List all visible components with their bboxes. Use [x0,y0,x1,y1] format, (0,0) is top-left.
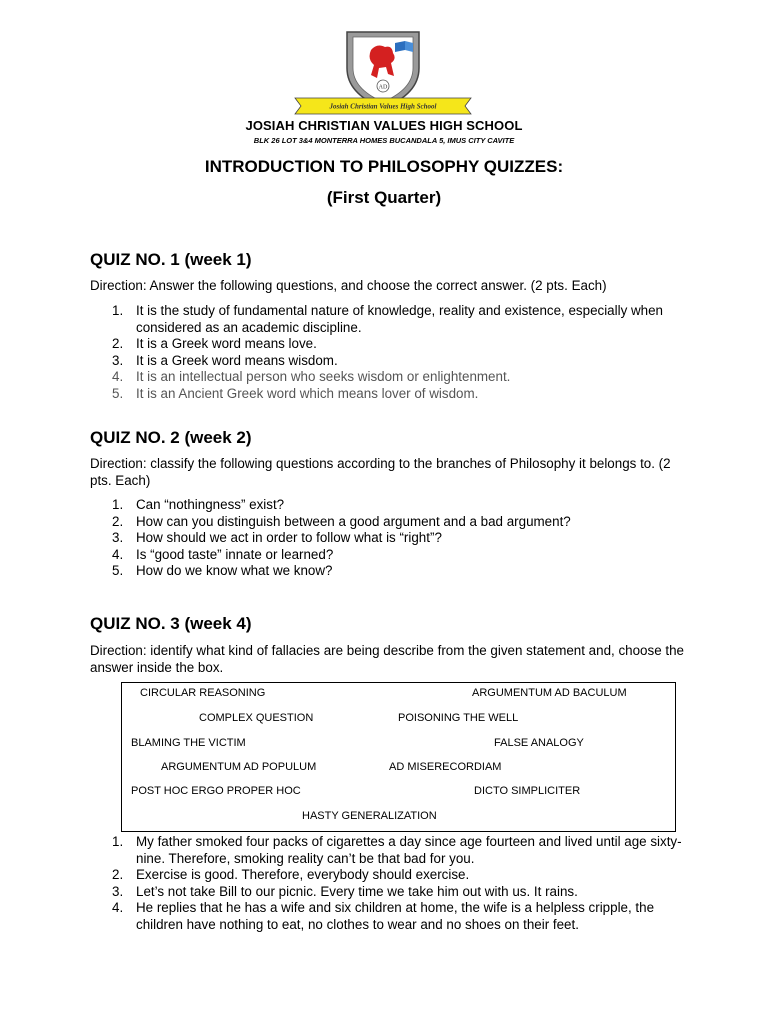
answer-option: BLAMING THE VICTIM [131,737,246,749]
answer-option: POST HOC ERGO PROPER HOC [131,785,301,797]
item-text: How should we act in order to follow what is “right”? [136,530,442,545]
item-number: 2. [112,867,124,882]
item-number: 4. [112,369,124,384]
item-text: My father smoked four packs of cigarettes a day since age fourteen and lived until age sixty-nine. Therefore, smoking reality can’t be that bad for you. [136,834,682,866]
item-text: It is an Ancient Greek word which means lover of wisdom. [136,385,479,401]
quiz-2-heading: QUIZ NO. 2 (week 2) [90,428,252,447]
item-number: 5. [112,385,124,401]
answer-option: ARGUMENTUM AD POPULUM [161,761,317,773]
item-text: Can “nothingness” exist? [136,497,285,512]
list-item [90,884,690,901]
item-text: It is the study of fundamental nature of knowledge, reality and existence, especially when considered as an academic discipline. [136,303,664,335]
list-item [90,563,690,580]
item-number: 3. [112,530,124,545]
logo-seal-text: AD [378,84,388,91]
item-text: Is “good taste” innate or learned? [136,546,334,562]
item-number: 4. [112,546,124,562]
answer-option: CIRCULAR REASONING [140,687,266,699]
item-number: 1. [112,834,124,849]
quiz-1-heading: QUIZ NO. 1 (week 1) [90,250,252,269]
list-item [90,547,690,564]
item-number: 1. [112,303,124,318]
item-number: 3. [112,883,124,899]
answer-option: FALSE ANALOGY [494,737,584,749]
quiz-1-direction: Direction: Answer the following questions, and choose the correct answer. (2 pts. Each) [90,278,607,293]
quiz-2-question-list [90,497,690,580]
item-number: 5. [112,563,124,578]
list-item [90,336,690,353]
school-logo [293,28,473,118]
list-item [90,303,690,336]
answer-option: DICTO SIMPLICITER [474,785,581,797]
school-address: BLK 26 LOT 3&4 MONTERRA HOMES BUCANDALA 5, IMUS CITY CAVITE [253,136,515,145]
item-text: It is an intellectual person who seeks wisdom or enlightenment. [136,369,511,384]
document-title: INTRODUCTION TO PHILOSOPHY QUIZZES: [204,157,564,176]
quiz-3-direction: Direction: identify what kind of fallacies are being describe from the given statement and, choose the answer inside the box. [90,643,684,675]
school-name: JOSIAH CHRISTIAN VALUES HIGH SCHOOL [245,118,523,133]
item-text: It is a Greek word means love. [136,336,317,351]
list-item [90,386,690,403]
list-item [90,867,690,884]
answer-choices-box [121,682,676,832]
item-number: 2. [112,513,124,529]
list-item [90,834,690,867]
answer-option: COMPLEX QUESTION [199,712,314,724]
answer-option: AD MISERECORDIAM [389,761,502,773]
logo-banner-text: Josiah Christian Values High School [329,102,437,111]
answer-option: ARGUMENTUM AD BACULUM [472,687,627,699]
list-item [90,514,690,531]
item-number: 1. [112,497,124,512]
item-text: It is a Greek word means wisdom. [136,352,338,368]
quiz-3-question-list [90,834,690,933]
quiz-1-question-list [90,303,690,402]
item-text: How do we know what we know? [136,563,333,578]
list-item [90,900,690,933]
quiz-3-heading: QUIZ NO. 3 (week 4) [90,614,252,633]
quiz-2-direction: Direction: classify the following questions according to the branches of Philosophy it belongs to. (2 pts. Each) [90,456,671,488]
list-item [90,497,690,514]
list-item [90,530,690,547]
answer-option: POISONING THE WELL [398,712,519,724]
item-number: 2. [112,336,124,351]
list-item [90,369,690,386]
item-text: Let’s not take Bill to our picnic. Every time we take him out with us. It rains. [136,883,578,899]
item-text: Exercise is good. Therefore, everybody should exercise. [136,867,470,882]
answer-option: HASTY GENERALIZATION [302,810,437,822]
item-text: How can you distinguish between a good argument and a bad argument? [136,513,571,529]
item-text: He replies that he has a wife and six children at home, the wife is a helpless cripple, the children have nothing to eat, no clothes to wear and no shoes on their feet. [136,900,655,932]
list-item [90,353,690,370]
document-subtitle: (First Quarter) [326,188,442,207]
item-number: 4. [112,900,124,915]
item-number: 3. [112,352,124,368]
